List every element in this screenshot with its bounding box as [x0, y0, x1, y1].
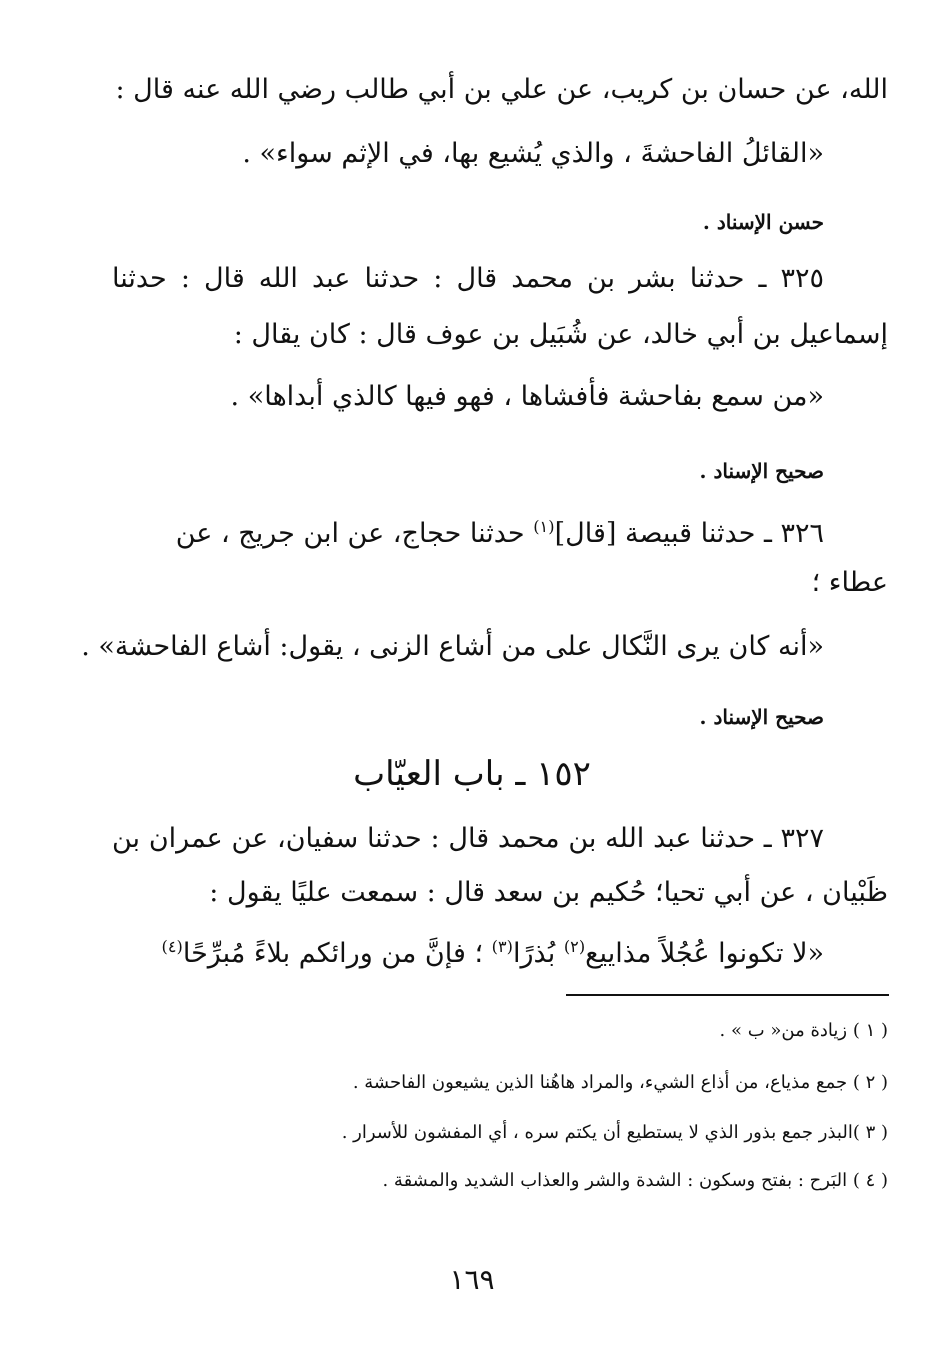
quote-line: «من سمع بفاحشة فأفشاها ، فهو فيها كالذي أبداها» .	[230, 381, 824, 412]
footnote-ref-2[interactable]: (٢)	[563, 937, 586, 956]
hadith-327-line-1: ٣٢٧ ـ حدثنا عبد الله بن محمد قال : حدثنا سفيان، عن عمران بن	[112, 823, 824, 854]
footnote-divider	[566, 994, 889, 996]
footnote-3: ( ٣ )البذر جمع بذور الذي لا يستطيع أن يكتم سره ، أي المفشون للأسرار .	[341, 1122, 888, 1143]
quote-line: «أنه كان يرى النَّكال على من أشاع الزنى ، يقول: أشاع الفاحشة» .	[81, 631, 824, 662]
footnote-4: ( ٤ ) البَرح : بفتح وسكون : الشدة والشر والعذاب الشديد والمشقة .	[382, 1170, 888, 1191]
quote-line: «لا تكونوا عُجُلاً مذاييع$^{(٢)}$ بُذرًا$^{(٣)}$ ؛ فإنَّ من ورائكم بلاءً مُبرِّحًا$^{(٤)}$	[161, 937, 824, 969]
footnote-ref-1[interactable]: (١)	[533, 517, 555, 536]
footnote-2: ( ٢ ) جمع مذياع، من أذاع الشيء، والمراد هاهُنا الذين يشيعون الفاحشة .	[352, 1072, 888, 1093]
hadith-326-line-2: عطاء ؛	[811, 567, 888, 598]
footnote-ref-3[interactable]: (٣)	[491, 937, 513, 956]
hadith-326-line-1	[112, 510, 824, 551]
hadith-325-line-2: إسماعيل بن أبي خالد، عن شُبَيل بن عوف قال : كان يقال :	[233, 319, 888, 350]
text-line: الله، عن حسان بن كريب، عن علي بن أبي طالب رضي الله عنه قال :	[115, 74, 888, 105]
hadith-327-line-2: ظَبْيان ، عن أبي تحيا؛ حُكيم بن سعد قال : سمعت عليًا يقول :	[209, 877, 888, 908]
isnad-grade: صحيح الإسناد .	[699, 705, 824, 729]
hadith-326-text: ٣٢٦ ـ حدثنا قبيصة [قال]$^{(١)}$ حدثنا حجاج، عن ابن جريج ، عن	[175, 517, 824, 549]
quote-line: «القائلُ الفاحشةَ ، والذي يُشيع بها، في الإثم سواء» .	[242, 138, 824, 169]
page-number: ١٦٩	[449, 1263, 495, 1296]
hadith-325-line-1: ٣٢٥ ـ حدثنا بشر بن محمد قال : حدثنا عبد الله قال : حدثنا	[112, 263, 824, 294]
footnote-ref-4[interactable]: (٤)	[161, 937, 183, 956]
isnad-grade: حسن الإسناد .	[702, 210, 824, 234]
chapter-heading: ١٥٢ ـ باب العيّاب	[353, 754, 591, 794]
footnote-1: ( ١ ) زيادة من« ب » .	[719, 1020, 888, 1041]
isnad-grade: صحيح الإسناد .	[699, 459, 824, 483]
